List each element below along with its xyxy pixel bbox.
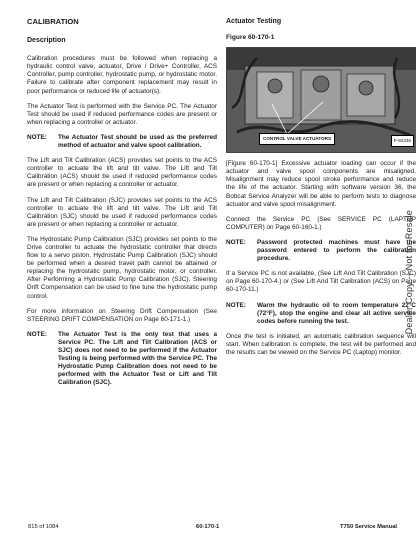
note-preferred-method [27,134,217,150]
calibration-intro-paragraph: Calibration procedures must be followed when replacing a hydraulic control valve, actuator, Drive / Drive+ Controller, ACS Controller, pump controller, hydrostatic pump, or hydrostatic motor. Failure to calibrate after component replacement may result in poor performance or reduced life of actuator(s). [27,55,217,95]
note-text: The Actuator Test should be used as the preferred method of actuator and valve spool calibration. [58,133,217,150]
figure-caption: CONTROL VALVE ACTUATORS [259,133,335,145]
manual-title: T750 Service Manual [340,524,398,530]
hydrostatic-pump-paragraph: The Hydrostatic Pump Calibration (SJC) provides set points to the Drive controller to actuate the hydrostatic controller that directs flow to a servo piston. Hydrostatic Pump Calibration (SJC) should be performed when a desired travel path cannot be attained or replacing the hydrostatic pump, hydrostatic motor, or controller. After Performing a Hydrostatic Pump Calibration (SJC), Steering Drift Compensation can be used to fine tune the hydrostatic pump control. [27,235,217,300]
note-text: The Actuator Test is the only test that uses a Service PC. The Lift and Tilt Calibration (ACS or SJC) does not need to be performed if the Actuator Testing is being performed with the Service PC. The Hydrostatic Pump Calibration does not need to be performed with the Actuator Test or Lift and Tilt Calibration (SJC). [58,330,217,387]
right-column [226,18,416,364]
control-valve-photo [226,47,416,153]
note-tag: NOTE: [27,330,47,338]
no-service-pc-paragraph: If a Service PC is not available, (See Lift And Tilt Calibration (SJC) on Page 60-170-4.) or (See Lift And Tilt Calibration (ACS) on Page 60-170-11.) [226,270,416,294]
note-tag: NOTE: [226,238,246,246]
page-count: 815 of 1084 [28,524,59,530]
calibration-sequence-paragraph: Once the test is initiated, an automatic calibration sequence will start. When calibration is complete, the test will be performed and the results can be viewed on the Service PC (Laptop) monitor. [226,332,416,356]
misalignment-paragraph: [Figure 60-170-1] Excessive actuator loading can occur if the actuator and valve spool components are misaligned. Misalignment may reduce spool stroke performance and reduce the life of the actuator. Starting with software version 36, the Bobcat Service Analyzer will be able to perform tests to diagnose actuator and valve spool misalignment. [226,160,416,208]
note-warm-oil [226,302,416,326]
note-text: Warm the hydraulic oil to room temperature 22°C (72°F), stop the engine and clear all active service codes before running the test. [257,301,416,325]
acs-calibration-paragraph: The Lift and Tilt Calibration (ACS) provides set points to the ACS controller to actuate the lift and tilt valve. The Lift and Tilt Calibration (ACS) should be used if reduced performance codes are present or when replacing a controller or actuator. [27,157,217,189]
note-text: Password protected machines must have the password entered to perform the calibration procedure. [257,238,416,263]
page-number: 60-170-1 [196,524,220,530]
section-heading: CALIBRATION [27,17,79,26]
note-service-pc [27,331,217,388]
steering-drift-paragraph: For more information on Steering Drift Compensation (See STEERING DRIFT COMPENSATION on Page 60-171-1.) [27,307,217,323]
note-tag: NOTE: [226,301,246,309]
photo-id: P-94336 [391,135,414,147]
note-password [226,239,416,263]
connect-service-pc-paragraph: Connect the Service PC (See SERVICE PC (LAPTOP COMPUTER) on Page 60-160-1.) [226,215,416,231]
dealer-copy-watermark: Dealer Copy -- Not for Resale [404,210,414,335]
left-column [27,18,217,394]
sjc-calibration-paragraph: The Lift and Tilt Calibration (SJC) provides set points to the ACS controller to actuate the lift and tilt valve. The Lift and Tilt Calibration (SJC) should be used if reduced performance codes are present or when replacing a controller or actuator. [27,196,217,228]
figure-label: Figure 60-170-1 [226,34,275,42]
note-tag: NOTE: [27,133,47,141]
actuator-test-paragraph: The Actuator Test is performed with the Service PC. The Actuator Test should be used if reduced performance codes are present or when replacing a controller or actuator. [27,102,217,126]
actuator-testing-heading: Actuator Testing [226,18,282,25]
description-subheading: Description [27,37,66,45]
